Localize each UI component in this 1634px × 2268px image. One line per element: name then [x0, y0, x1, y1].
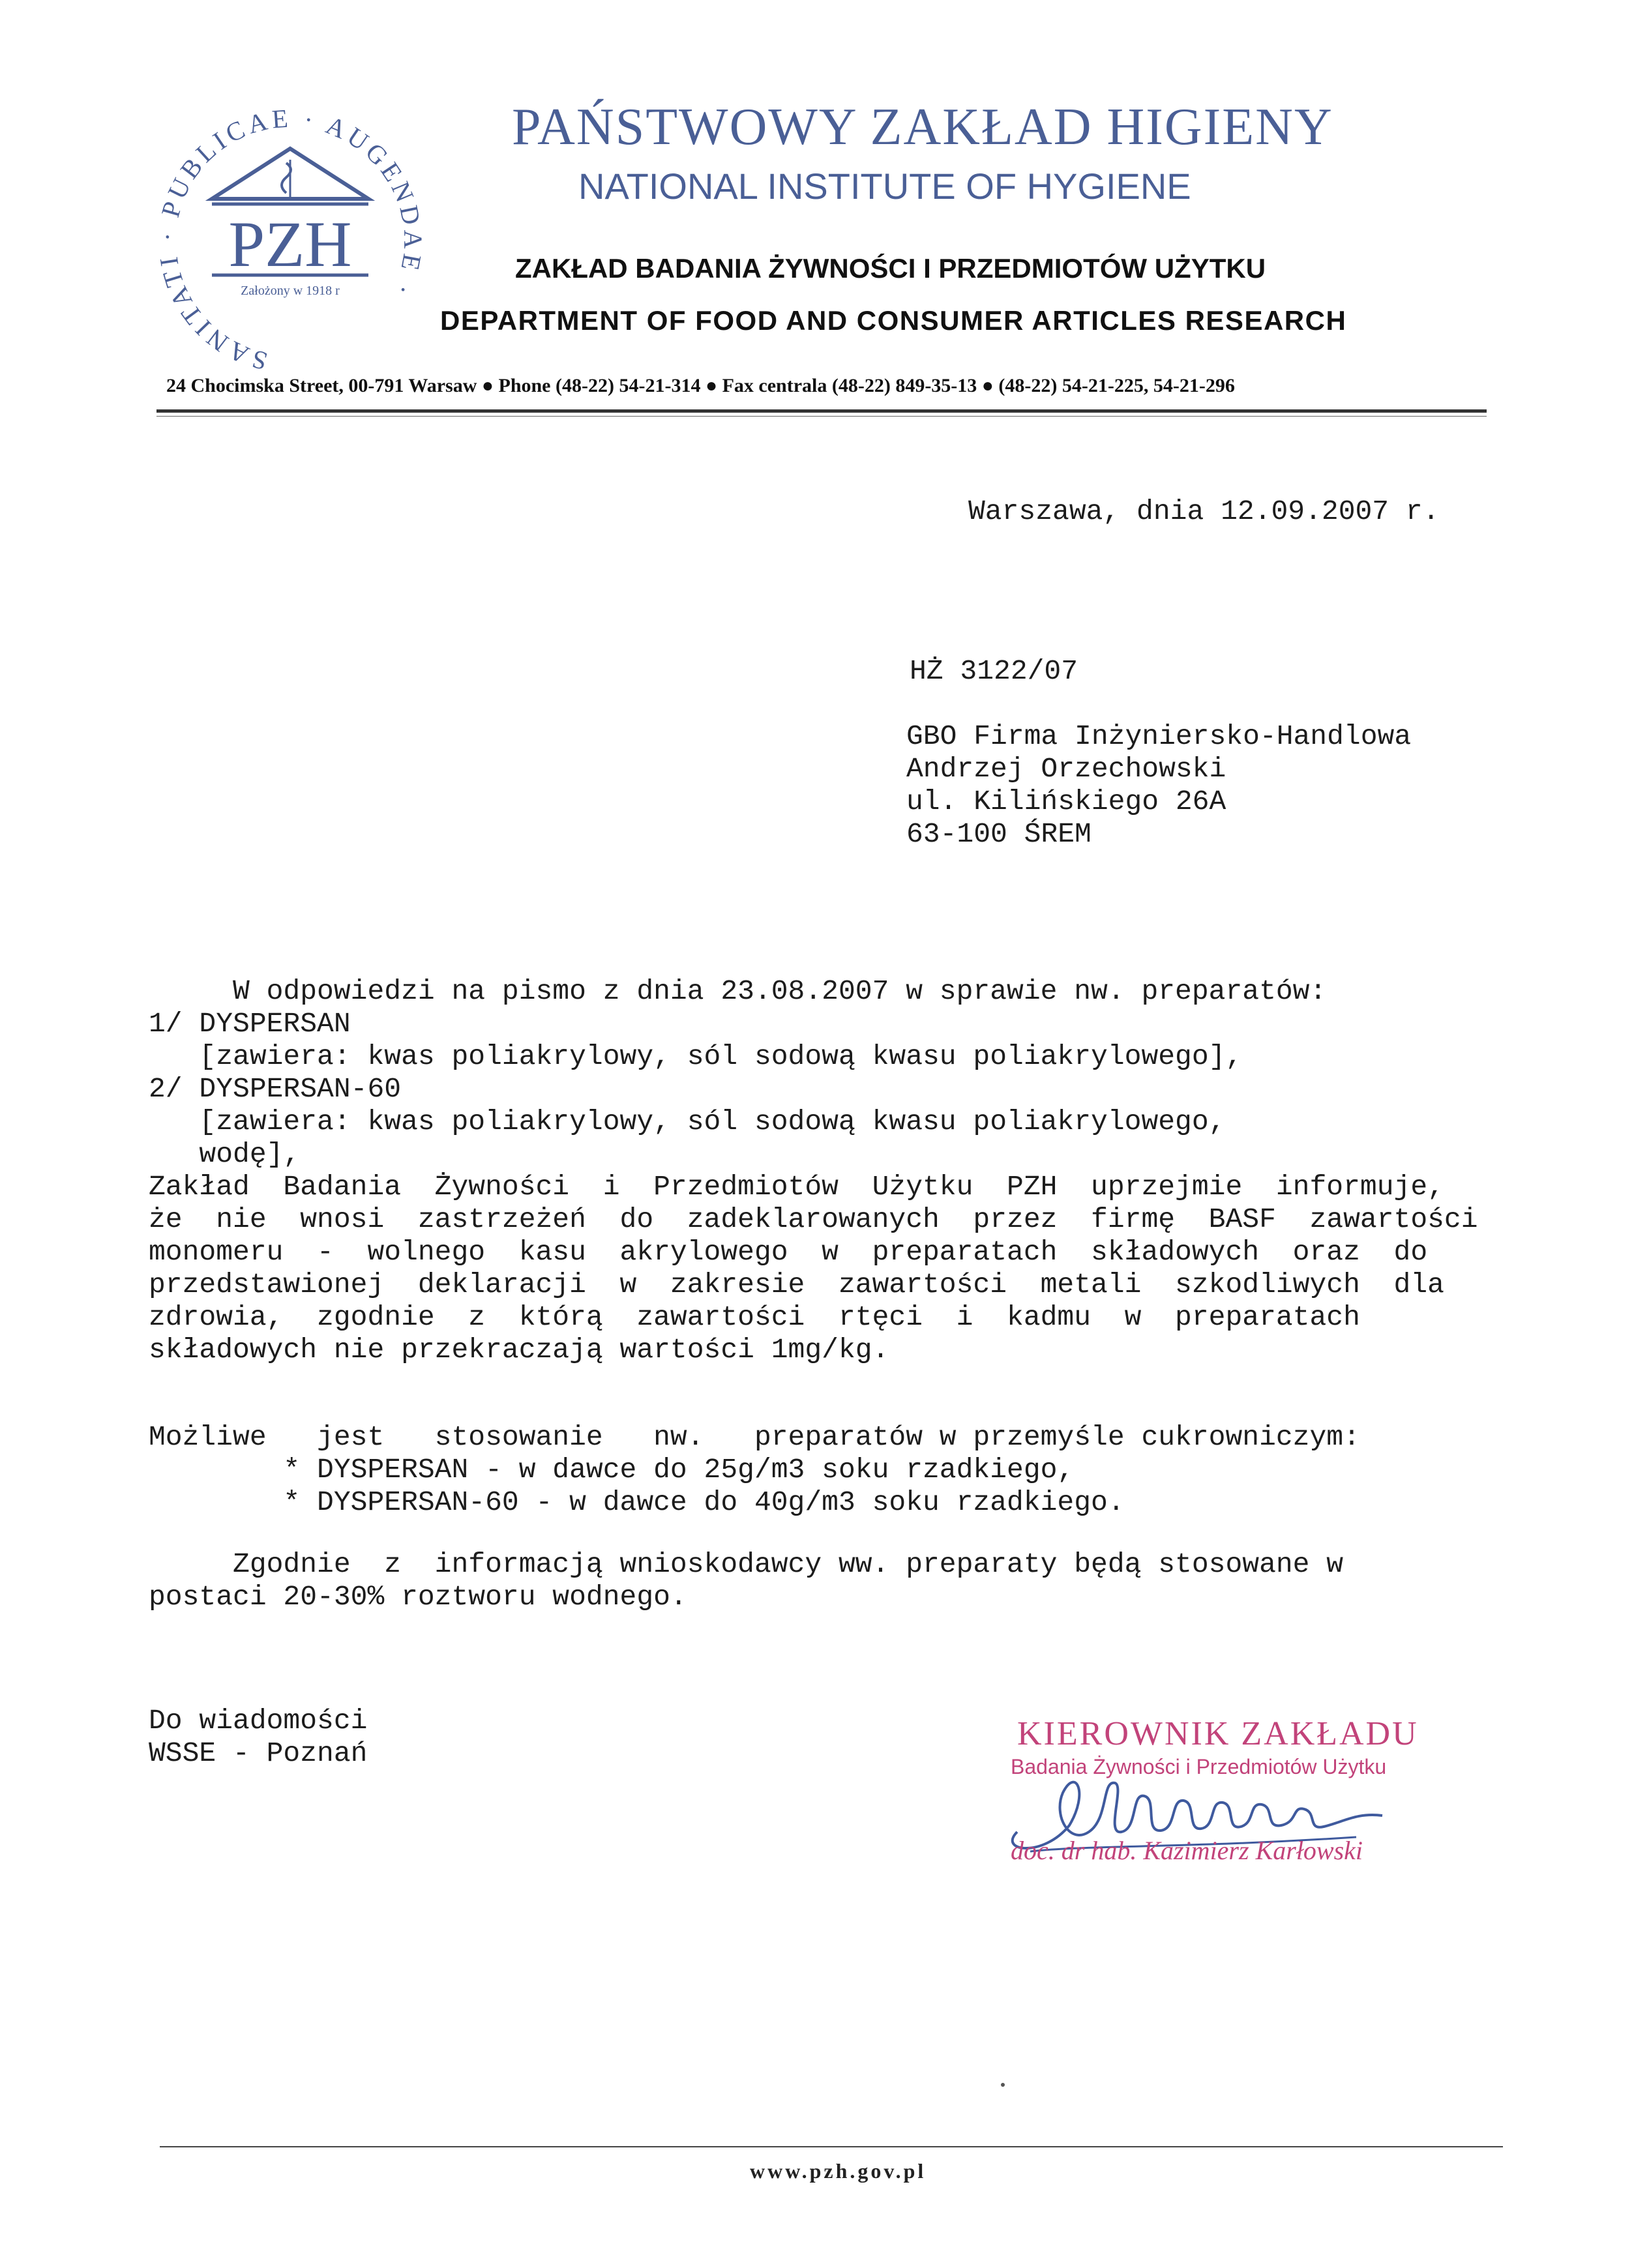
body-line: że nie wnosi zastrzeżeń do zadeklarowanych przez firmę BASF zawartości [149, 1203, 1478, 1235]
logo-monogram: PZH [228, 208, 352, 280]
header-divider-thin [156, 416, 1487, 417]
header-divider [156, 409, 1487, 413]
recipient-line: ul. Kilińskiego 26A [906, 786, 1226, 817]
pzh-logo [147, 98, 434, 378]
stamp-name: doc. dr hab. Kazimierz Karłowski [1011, 1836, 1363, 1865]
body-line: W odpowiedzi na pismo z dnia 23.08.2007 w sprawie nw. preparatów: [149, 975, 1327, 1007]
permitted-uses [149, 1421, 1360, 1519]
reference-number: HŻ 3122/07 [910, 655, 1078, 687]
letter-body [149, 975, 1518, 1366]
body-line: 2/ DYSPERSAN-60 [149, 1073, 402, 1105]
body-line: [zawiera: kwas poliakrylowy, sól sodową kwasu poliakrylowego, [149, 1106, 1226, 1138]
body-line: [zawiera: kwas poliakrylowy, sól sodową kwasu poliakrylowego], [149, 1040, 1243, 1072]
scan-speck [1000, 2080, 1006, 2086]
body-line: monomeru - wolnego kasu akrylowego w preparatach składowych oraz do [149, 1236, 1428, 1268]
stamp-title: KIEROWNIK ZAKŁADU [1017, 1715, 1419, 1752]
stamp-subtitle: Badania Żywności i Przedmiotów Użytku [1011, 1755, 1387, 1778]
uses-intro: Możliwe jest stosowanie nw. preparatów w przemyśle cukrowniczym: [149, 1421, 1360, 1453]
recipient-line: 63-100 ŚREM [906, 818, 1092, 850]
logo-founded: Założony w 1918 r [241, 284, 340, 298]
date-line: Warszawa, dnia 12.09.2007 r. [968, 495, 1440, 527]
org-name-pl: PAŃSTWOWY ZAKŁAD HIGIENY [512, 98, 1333, 156]
closing-paragraph [149, 1548, 1343, 1613]
use-item: * DYSPERSAN-60 - w dawce do 40g/m3 soku rzadkiego. [149, 1486, 1125, 1518]
footer-website: www.pzh.gov.pl [750, 2159, 927, 2183]
cc-line: Do wiadomości [149, 1705, 368, 1737]
recipient-address [906, 720, 1411, 851]
department-pl: ZAKŁAD BADANIA ŻYWNOŚCI I PRZEDMIOTÓW UŻYTKU [515, 253, 1266, 284]
body-line: Zakład Badania Żywności i Przedmiotów Użytku PZH uprzejmie informuje, [149, 1171, 1444, 1203]
org-name-en: NATIONAL INSTITUTE OF HYGIENE [578, 166, 1191, 207]
cc-line: WSSE - Poznań [149, 1737, 368, 1769]
department-en: DEPARTMENT OF FOOD AND CONSUMER ARTICLES RESEARCH [440, 305, 1347, 336]
body-line: przedstawionej deklaracji w zakresie zawartości metali szkodliwych dla [149, 1269, 1444, 1301]
recipient-line: GBO Firma Inżyniersko-Handlowa [906, 720, 1412, 752]
contact-address-line: 24 Chocimska Street, 00-791 Warsaw ● Phone (48-22) 54-21-314 ● Fax centrala (48-22) 849-35-13 ● (48-22) 54-21-225, 54-21-296 [166, 375, 1235, 396]
carbon-copy [149, 1705, 367, 1770]
recipient-line: Andrzej Orzechowski [906, 753, 1226, 785]
body-line: 1/ DYSPERSAN [149, 1008, 351, 1040]
body-line: zdrowia, zgodnie z którą zawartości rtęci i kadmu w preparatach [149, 1301, 1360, 1333]
closing-line: postaci 20-30% roztworu wodnego. [149, 1581, 687, 1613]
closing-line: Zgodnie z informacją wnioskodawcy ww. preparaty będą stosowane w [149, 1548, 1344, 1580]
use-item: * DYSPERSAN - w dawce do 25g/m3 soku rzadkiego, [149, 1454, 1075, 1486]
footer-divider [160, 2146, 1503, 2147]
body-line: składowych nie przekraczają wartości 1mg/kg. [149, 1334, 889, 1366]
logo-ring-text: SANITATI · PUBLICAE · AUGENDAE · [152, 103, 428, 377]
body-line: wodę], [149, 1138, 301, 1170]
